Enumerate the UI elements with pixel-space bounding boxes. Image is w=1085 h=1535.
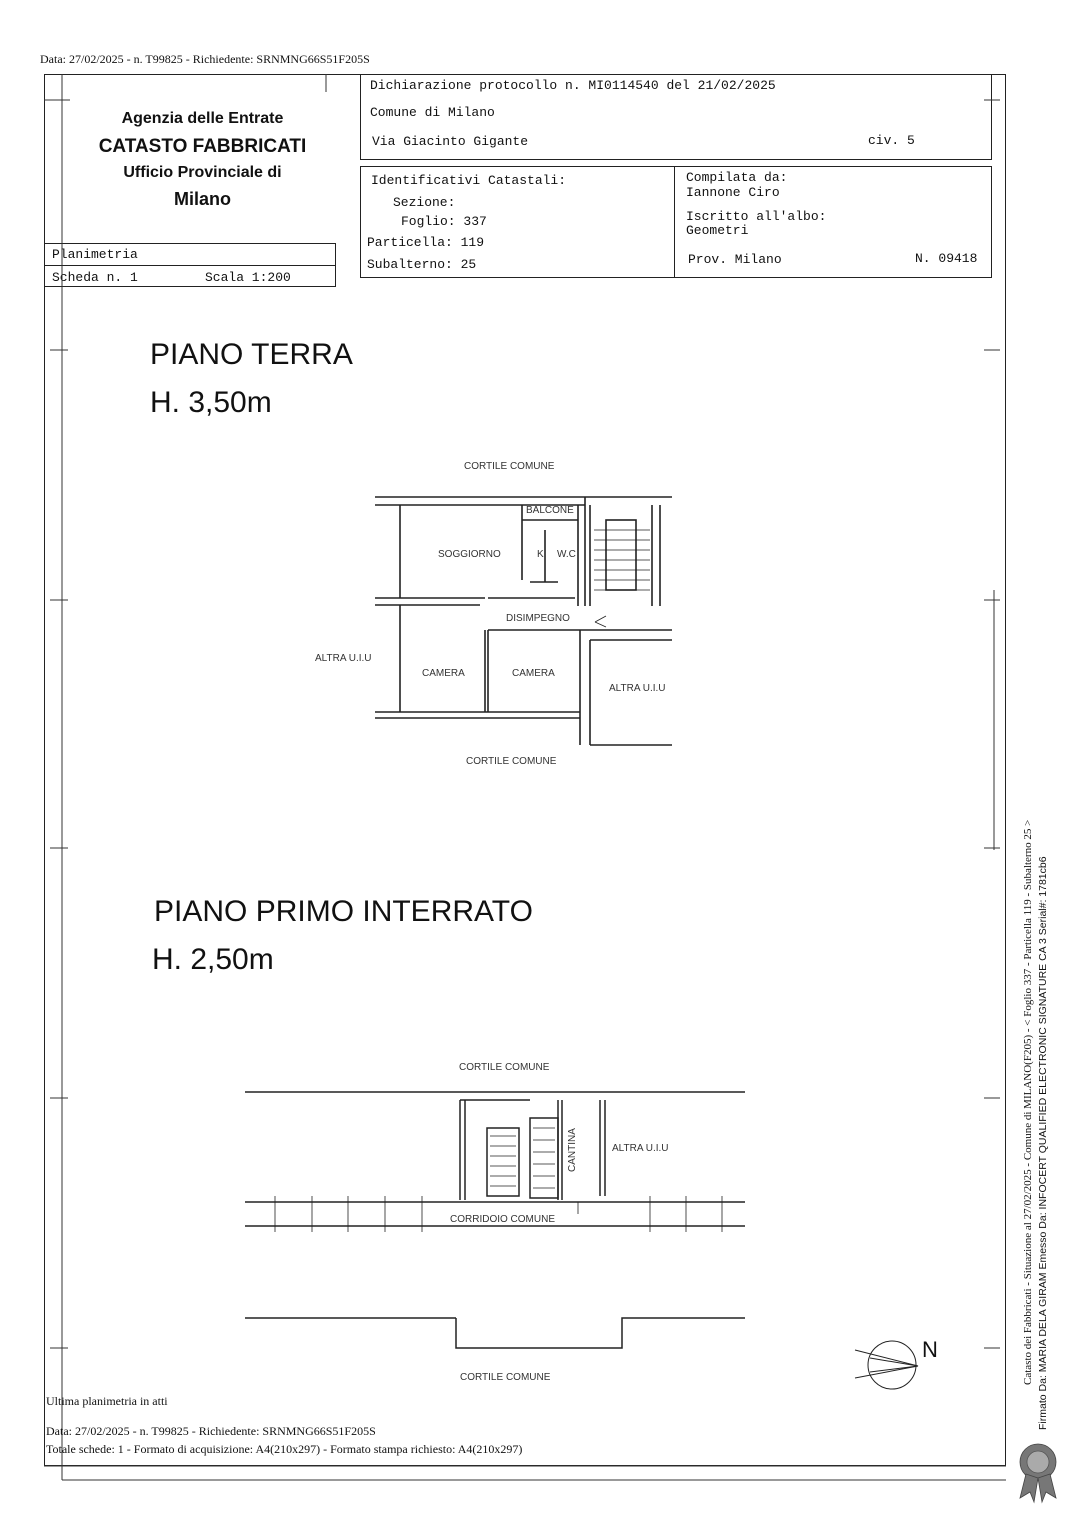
address-line: Via Giacinto Gigante xyxy=(372,134,529,149)
albo-label: Iscritto all'albo: xyxy=(686,209,827,224)
floor2-cortile-top: CORTILE COMUNE xyxy=(459,1062,550,1073)
compiler-name: Iannone Ciro xyxy=(686,185,780,200)
prov-label: Prov. Milano xyxy=(688,252,782,267)
ufficio-city: Milano xyxy=(174,189,231,209)
floor2-altra: ALTRA U.I.U xyxy=(612,1143,669,1154)
albo-value: Geometri xyxy=(686,223,749,238)
floor2-title: PIANO PRIMO INTERRATO xyxy=(154,895,533,928)
side-text-2: Firmato Da: MARIA DELA GIRAM Emesso Da: INFOCERT QUALIFIED ELECTRONIC SIGNATURE CA 3 Serial#: 1781cb6 xyxy=(1037,856,1049,1430)
cantina-label: CANTINA xyxy=(567,1128,578,1172)
camera2-label: CAMERA xyxy=(512,668,555,679)
floor2-cortile-bottom: CORTILE COMUNE xyxy=(460,1372,551,1383)
sezione-label: Sezione: xyxy=(393,195,456,210)
protocol-line: Dichiarazione protocollo n. MI0114540 del 21/02/2025 xyxy=(370,78,776,93)
top-stamp: Data: 27/02/2025 - n. T99825 - Richiedente: SRNMNG66S51F205S xyxy=(40,52,370,66)
compiler-title: Compilata da: xyxy=(686,170,788,185)
camera1-label: CAMERA xyxy=(422,668,465,679)
seal-icon xyxy=(1014,1440,1064,1504)
ufficio-label: Ufficio Provinciale di xyxy=(123,164,282,181)
subalterno-label: Subalterno: 25 xyxy=(367,257,477,272)
soggiorno-label: SOGGIORNO xyxy=(438,549,501,560)
floor1-altra-right: ALTRA U.I.U xyxy=(609,683,666,694)
civ-line: civ. 5 xyxy=(868,133,915,148)
catasto-title: CATASTO FABBRICATI xyxy=(98,136,307,157)
north-label: N xyxy=(922,1337,938,1362)
planimetria-label: Planimetria xyxy=(52,247,138,262)
floor1-height: H. 3,50m xyxy=(150,386,272,419)
albo-number: N. 09418 xyxy=(915,251,978,266)
corridoio-label: CORRIDOIO COMUNE xyxy=(450,1214,555,1225)
footer-ultima: Ultima planimetria in atti xyxy=(46,1394,168,1408)
floor1-title: PIANO TERRA xyxy=(150,338,353,371)
floor2-height: H. 2,50m xyxy=(152,943,274,976)
scheda-label: Scheda n. 1 xyxy=(52,270,138,285)
particella-label: Particella: 119 xyxy=(367,235,485,250)
floor1-cortile-bottom: CORTILE COMUNE xyxy=(466,756,557,767)
scala-label: Scala 1:200 xyxy=(205,270,291,285)
agency-name: Agenzia delle Entrate xyxy=(121,110,284,127)
footer-data: Data: 27/02/2025 - n. T99825 - Richiedente: SRNMNG66S51F205S xyxy=(46,1424,376,1438)
balcone-label: BALCONE xyxy=(526,505,574,516)
disimpegno-label: DISIMPEGNO xyxy=(506,613,570,624)
kitchen-label: K xyxy=(537,549,544,560)
foglio-label: Foglio: 337 xyxy=(401,214,487,229)
footer-totale: Totale schede: 1 - Formato di acquisizione: A4(210x297) - Formato stampa richiesto: A4(210x297) xyxy=(46,1442,523,1456)
floor1-altra-left: ALTRA U.I.U xyxy=(315,653,372,664)
side-text-1: Catasto dei Fabbricati - Situazione al 27/02/2025 - Comune di MILANO(F205) - < Foglio 337 - Particella 119 - Subalterno 25 > xyxy=(1022,819,1034,1385)
wc-label: W.C xyxy=(557,549,576,560)
floor1-cortile-top: CORTILE COMUNE xyxy=(464,461,555,472)
identifiers-title: Identificativi Catastali: xyxy=(371,173,567,188)
comune-line: Comune di Milano xyxy=(370,105,495,120)
